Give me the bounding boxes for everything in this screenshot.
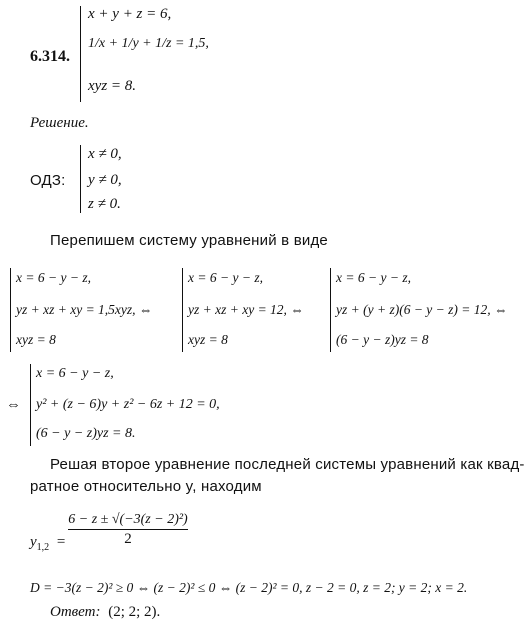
discriminant-line: D = −3(z − 2)² ≥ 0 ⇔ (z − 2)² ≤ 0 ⇔ (z − 2)² = 0, z − 2 = 0, z = 2; y = 2; x = 2. bbox=[30, 580, 468, 595]
system-a-eq-3: xyz = 8 bbox=[16, 332, 56, 347]
system-d-eq-2: y² + (z − 6)y + z² − 6z + 12 = 0, bbox=[36, 397, 220, 412]
formula-y-numerator: 6 − z ± √(−3(z − 2)²) bbox=[68, 512, 188, 527]
system-b-eq-2: yz + xz + xy = 12, ⇔ bbox=[188, 302, 304, 317]
system-b-brace bbox=[182, 268, 183, 352]
system-d-eq-1: x = 6 − y − z, bbox=[36, 366, 114, 381]
system-d-brace bbox=[30, 364, 31, 446]
formula-y-denominator: 2 bbox=[124, 531, 132, 547]
system-c-eq-1: x = 6 − y − z, bbox=[336, 270, 411, 285]
system-b-eq-1: x = 6 − y − z, bbox=[188, 270, 263, 285]
system-b-eq-3: xyz = 8 bbox=[188, 332, 228, 347]
odz-cond-1: x ≠ 0, bbox=[88, 146, 122, 162]
system-a-brace bbox=[10, 268, 11, 352]
problem-system-brace bbox=[80, 6, 81, 102]
system-a-eq-1: x = 6 − y − z, bbox=[16, 270, 91, 285]
answer-value: (2; 2; 2). bbox=[108, 604, 161, 620]
odz-cond-2: y ≠ 0, bbox=[88, 172, 122, 188]
formula-y-fraction bbox=[68, 512, 188, 547]
system-c-brace bbox=[330, 268, 331, 352]
system-c-eq-2: yz + (y + z)(6 − y − z) = 12, ⇔ bbox=[336, 302, 508, 317]
formula-y-fraction-bar bbox=[68, 529, 188, 530]
formula-y-sub: 1,2 bbox=[36, 542, 50, 553]
system-d-prefix: ⇔ bbox=[6, 397, 21, 413]
solution-label: Решение. bbox=[30, 115, 89, 131]
problem-eq-1: x + y + z = 6, bbox=[88, 6, 172, 22]
system-a-eq-2: yz + xz + xy = 1,5xyz, ⇔ bbox=[16, 302, 153, 317]
odz-brace bbox=[80, 145, 81, 213]
problem-number: 6.314. bbox=[30, 48, 70, 65]
solving-text-line-1: Решая второе уравнение последней системы уравнений как квад- bbox=[50, 456, 525, 473]
odz-cond-3: z ≠ 0. bbox=[88, 196, 121, 212]
formula-y-lhs bbox=[30, 534, 65, 553]
problem-eq-3: xyz = 8. bbox=[88, 78, 137, 94]
answer-line bbox=[50, 604, 160, 621]
system-d-eq-3: (6 − y − z)yz = 8. bbox=[36, 426, 136, 441]
solving-text-line-2: ратное относительно y, находим bbox=[30, 478, 262, 495]
problem-eq-2: 1/x + 1/y + 1/z = 1,5, bbox=[88, 36, 209, 51]
odz-label: ОДЗ: bbox=[30, 172, 66, 189]
formula-y-var: y bbox=[30, 534, 37, 550]
answer-label: Ответ: bbox=[50, 604, 101, 620]
rewrite-text: Перепишем систему уравнений в виде bbox=[50, 232, 328, 249]
system-c-eq-3: (6 − y − z)yz = 8 bbox=[336, 332, 429, 347]
formula-y-eq: = bbox=[56, 534, 66, 550]
